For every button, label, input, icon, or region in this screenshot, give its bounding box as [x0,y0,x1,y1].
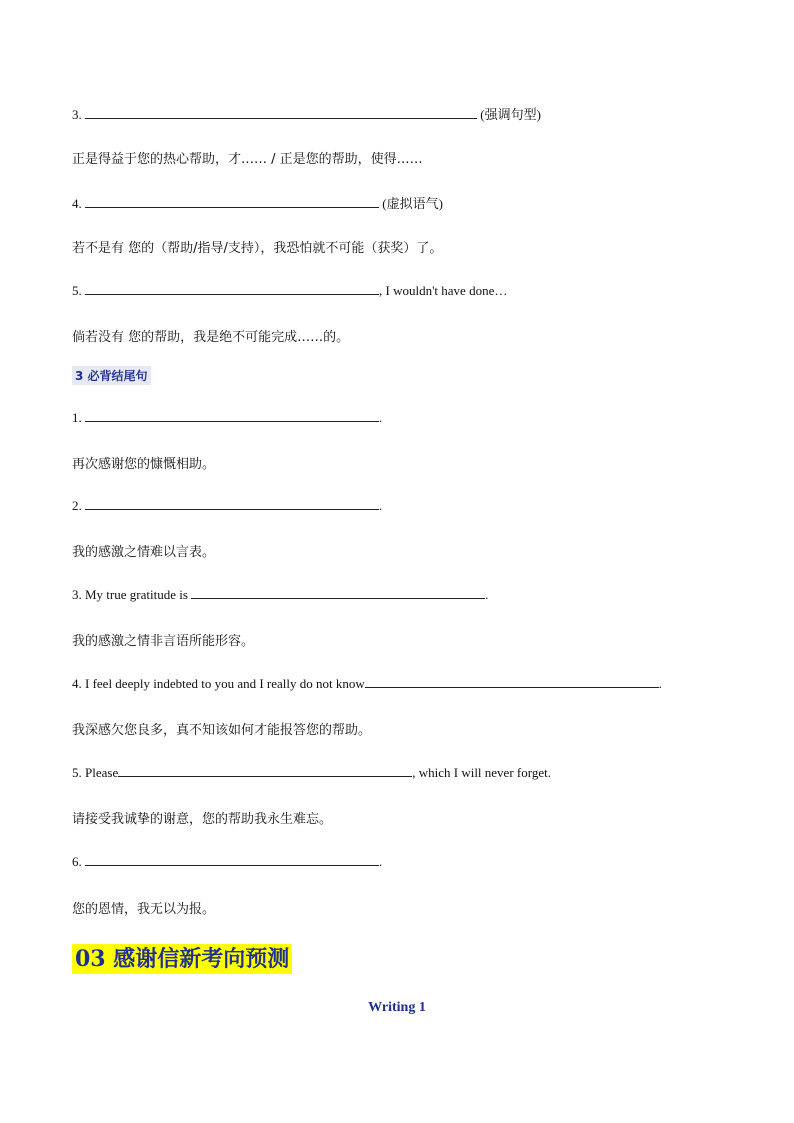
item-number: 5. [72,283,82,298]
item-hint: (强调句型) [480,107,541,122]
ending-translation-6: 您的恩情，我无以为报。 [72,902,216,917]
item-number: 2. [72,498,82,513]
item-number: 1. [72,410,82,425]
answer-blank[interactable] [85,853,379,866]
item-5 [72,282,507,299]
section-heading: 03 感谢信新考向预测 [72,944,292,974]
item-prefix: 5. Please [72,765,119,780]
ending-translation-2: 我的感激之情难以言表。 [72,545,216,560]
item-suffix: . [379,854,383,869]
item-suffix: . [485,587,489,602]
answer-blank[interactable] [85,195,379,208]
item-suffix: . [379,410,383,425]
ending-1 [72,409,382,426]
ending-translation-4: 我深感欠您良多，真不知该如何才能报答您的帮助。 [72,723,372,738]
ending-translation-1: 再次感谢您的慷慨相助。 [72,457,216,472]
answer-blank[interactable] [85,409,379,422]
answer-blank[interactable] [365,675,659,688]
answer-blank[interactable] [118,764,412,777]
ending-translation-3: 我的感激之情非言语所能形容。 [72,634,255,649]
translation-5: 倘若没有 您的帮助，我是绝不可能完成……的。 [72,330,350,345]
ending-6 [72,853,382,870]
item-number: 3. [72,107,82,122]
item-4 [72,193,443,212]
answer-blank[interactable] [85,106,477,119]
item-suffix: , which I will never forget. [412,765,551,780]
ending-4 [72,675,662,692]
answer-blank[interactable] [85,282,379,295]
item-number: 6. [72,854,82,869]
item-suffix: . [658,676,663,691]
ending-translation-5: 请接受我诚挚的谢意，您的帮助我永生难忘。 [72,812,333,827]
item-suffix: , I wouldn't have done… [379,283,508,298]
ending-3 [72,586,488,603]
ending-2 [72,497,382,514]
section-title: 3 必背结尾句 [72,366,151,385]
item-suffix: . [379,498,383,513]
item-prefix: 4. I feel deeply indebted to you and I really do not know [72,676,365,691]
answer-blank[interactable] [191,586,485,599]
translation-4: 若不是有 您的（帮助/指导/支持），我恐怕就不可能（获奖）了。 [72,241,443,256]
translation-3: 正是得益于您的热心帮助，才…… / 正是您的帮助，使得…… [72,152,423,167]
item-number: 4. [72,196,82,211]
item-3 [72,104,541,123]
item-prefix: 3. My true gratitude is [72,587,188,602]
ending-5 [72,764,551,781]
item-hint: (虚拟语气) [382,196,443,211]
writing-subheading: Writing 1 [368,1000,426,1015]
answer-blank[interactable] [85,497,379,510]
